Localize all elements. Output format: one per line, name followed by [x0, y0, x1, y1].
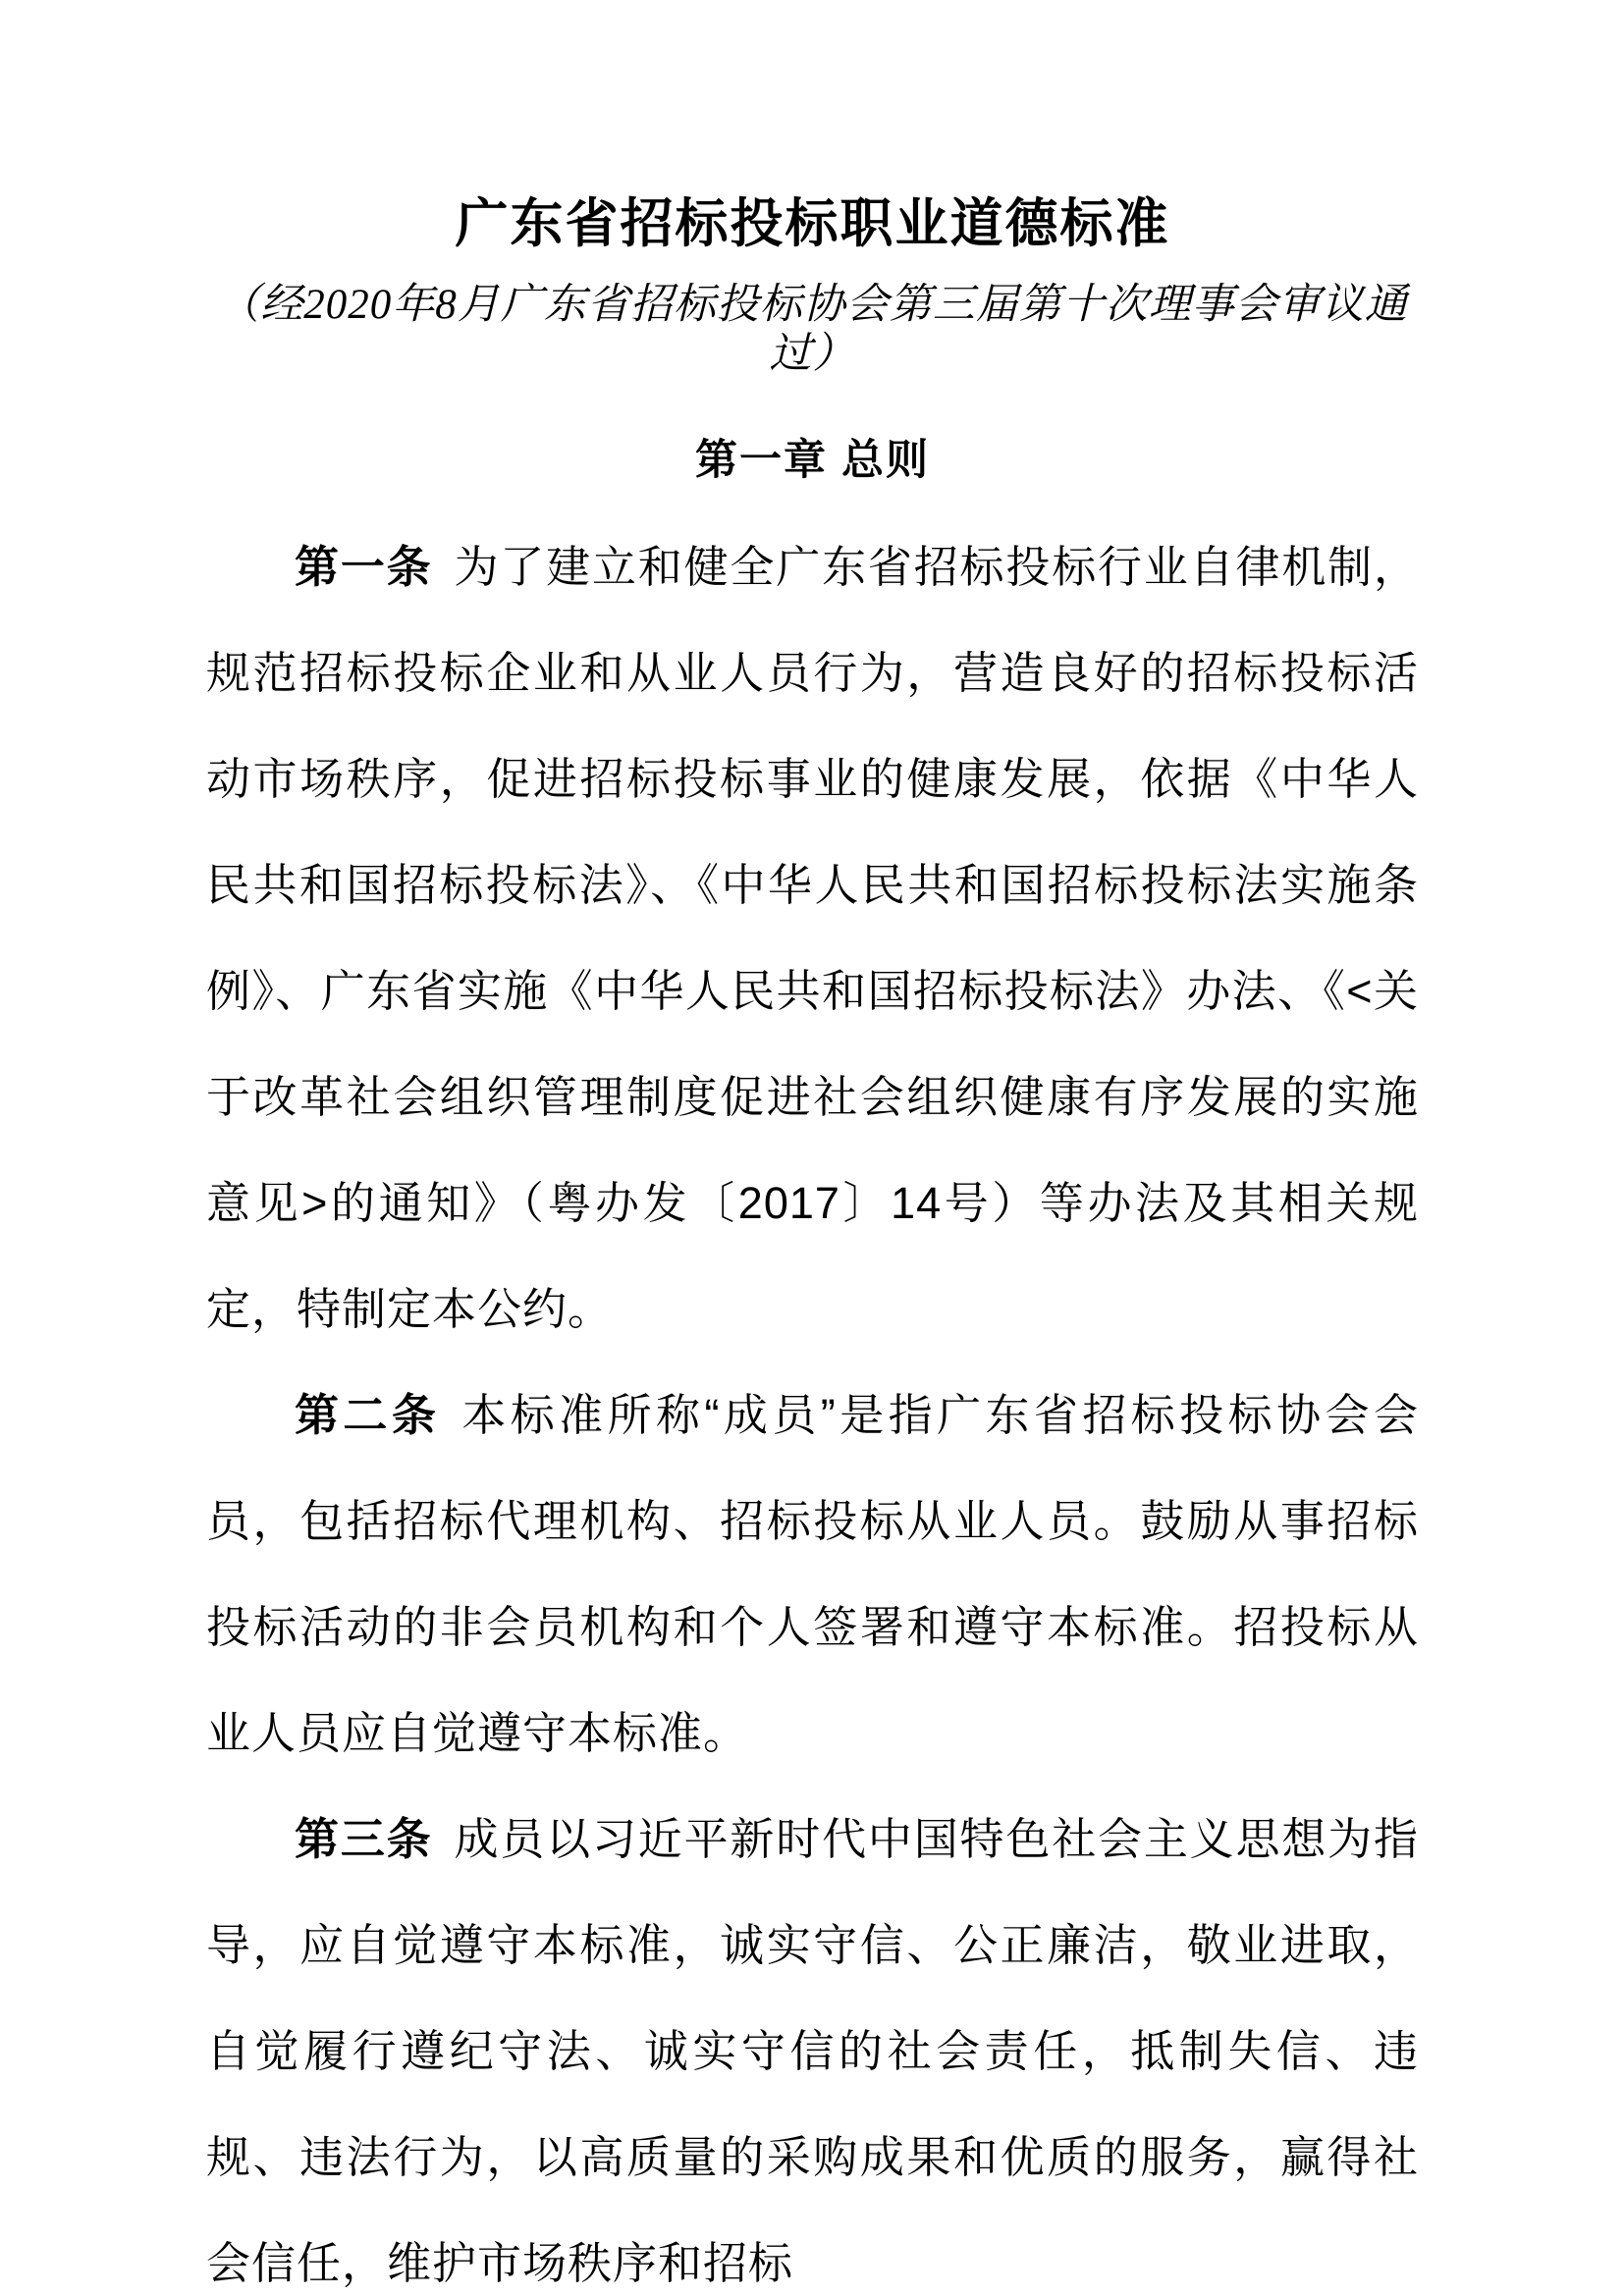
chapter-heading: 第一章 总则 [695, 437, 930, 484]
document-body [206, 514, 1419, 2296]
document-subtitle: （经2020年8月广东省招标投标协会第三届第十次理事会审议通过） [217, 282, 1408, 377]
article-paragraph-3 [206, 1787, 1419, 2296]
article-paragraph-1 [206, 514, 1419, 1362]
article-3-label: 第三条 [295, 1814, 433, 1864]
article-1-text: 为了建立和健全广东省招标投标行业自律机制，规范招标投标企业和从业人员行为，营造良好的招标投标活动市场秩序，促进招标投标事业的健康发展，依据《中华人民共和国招标投标法》、《中华人民共和国招标投标法实施条例》、广东省实施《中华人民共和国招标投标法》办法、《<关于改革社会组织管理制度促进社会组织健康有序发展的实施意见>的通知》（粤办发〔2017〕14号）等办法及其相关规定，特制定本公约。 [206, 542, 1419, 1334]
document-title: 广东省招标投标职业道德标准 [455, 194, 1170, 253]
article-paragraph-2 [206, 1362, 1419, 1787]
article-2-label: 第二条 [295, 1390, 441, 1440]
article-2-text: 本标准所称“成员”是指广东省招标投标协会会员，包括招标代理机构、招标投标从业人员。鼓励从事招标投标活动的非会员机构和个人签署和遵守本标准。招投标从业人员应自觉遵守本标准。 [206, 1390, 1419, 1758]
article-1-label: 第一条 [295, 542, 433, 592]
article-3-text: 成员以习近平新时代中国特色社会主义思想为指导，应自觉遵守本标准，诚实守信、公正廉洁，敬业进取，自觉履行遵纪守法、诚实守信的社会责任，抵制失信、违规、违法行为，以高质量的采购成果和优质的服务，赢得社会信任，维护市场秩序和招标 [206, 1814, 1419, 2288]
